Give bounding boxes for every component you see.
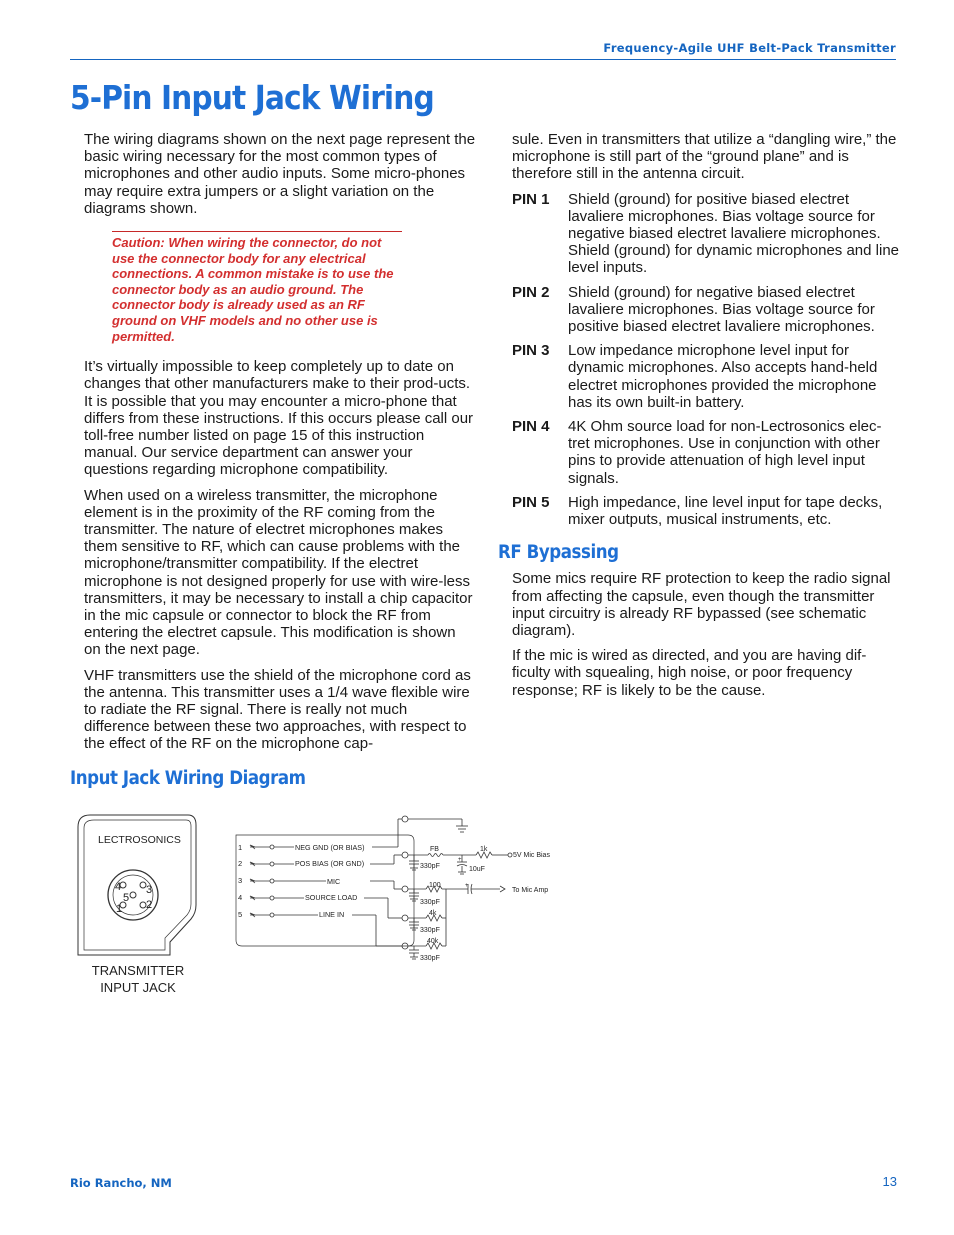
compatibility-paragraph: It’s virtually impossible to keep completely up to date on changes that other manufacturers make to their prod-ucts. It is possible that you may encounter a micro-phone that differs from these instructions. If this occurs please call our toll-free number listed on page 15 of this instruction manual. Our service department can answer your questions regarding microphone compatibility. [84, 358, 474, 479]
pin-number-2: 2 [238, 859, 243, 868]
page-title: 5-Pin Input Jack Wiring [70, 78, 434, 117]
label-1k-resistor: 1k [480, 846, 488, 853]
jack-pin-number: 2 [146, 899, 153, 911]
signal-label-pos-bias: POS BIAS (OR GND) [295, 859, 365, 868]
rf-paragraph-2: If the mic is wired as directed, and you are having dif-ficulty with squealing, high noise, or poor frequency response; RF is likely to be the cause. [512, 647, 867, 699]
running-header: Frequency-Agile UHF Belt-Pack Transmitter [603, 41, 896, 55]
pin-label: PIN 5 [512, 493, 550, 511]
brand-label: LECTROSONICS [98, 834, 181, 846]
pin-number-3: 3 [238, 876, 243, 885]
label-330pf-4: 330pF [420, 955, 440, 962]
jack-pin-number: 4 [115, 881, 122, 893]
pin-label: PIN 2 [512, 283, 550, 301]
label-330pf-2: 330pF [420, 899, 440, 906]
schematic [236, 816, 550, 962]
pin-description: 4K Ohm source load for non-Lectrosonics elec-tret microphones. Use in conjunction with other pins to provide attenuation of high level input signals. [568, 418, 882, 487]
label-10uf: 10uF [469, 866, 485, 873]
page-number: 13 [882, 1174, 897, 1189]
signal-label-mic: MIC [327, 877, 341, 886]
label-330pf-1: 330pF [420, 863, 440, 870]
continued-paragraph: sule. Even in transmitters that utilize a “dangling wire,” the microphone is still part of the “ground plane” and is therefore still in the antenna circuit. [512, 131, 897, 183]
diagram-heading: Input Jack Wiring Diagram [70, 768, 306, 789]
jack-pin-number: 5 [123, 892, 130, 904]
label-100-resistor: 100 [429, 882, 441, 889]
signal-label-line-in: LINE IN [319, 910, 345, 919]
pin-number-5: 5 [238, 910, 243, 919]
pin-label: PIN 3 [512, 342, 550, 360]
rf-bypassing-heading: RF Bypassing [498, 542, 619, 564]
jack-caption-line2: INPUT JACK [100, 980, 176, 995]
jack-pin-number: 1 [116, 903, 123, 915]
rf-paragraph-1: Some mics require RF protection to keep the radio signal from affecting the capsule, even though the transmitter input circuitry is already RF bypassed (see schematic diagram). [512, 570, 891, 640]
footer-location: Rio Rancho, NM [70, 1176, 172, 1190]
label-330pf-3: 330pF [420, 927, 440, 934]
pin-label: PIN 4 [512, 418, 550, 436]
label-ferrite-bead: FB [430, 846, 439, 853]
signal-label-source-load: SOURCE LOAD [305, 893, 358, 902]
caution-note: Caution: When wiring the connector, do not use the connector body for any electrical connections. A common mistake is to use the connector body as an audio ground. The connector body is already used as an RF ground on VHF models and no other use is permitted. [112, 231, 402, 344]
pin-description: Shield (ground) for positive biased electret lavaliere microphones. Bias voltage source for negative biased electret lavaliere microphones. Shield (ground) for dynamic microphones and line level inputs. [568, 190, 900, 277]
pin-description: High impedance, line level input for tape decks, mixer outputs, musical instruments, etc. [568, 493, 883, 529]
label-plus-2: + [465, 883, 469, 889]
pin-number-1: 1 [238, 843, 243, 852]
pin-label: PIN 1 [512, 190, 550, 208]
label-40k-resistor: 40k [427, 938, 439, 945]
pin-number-4: 4 [238, 893, 243, 902]
rf-proximity-paragraph: When used on a wireless transmitter, the microphone element is in the proximity of the RF coming from the transmitter. The nature of electret microphones makes them sensitive to RF, which can cause problems with the microphone/transmitter compatibility. If the electret microphone is not designed properly for use with wire-less transmitters, it may be necessary to install a chip capacitor in the mic capsule or connector to block the RF from entering the electret capsule. This modification is shown on the next page. [84, 486, 473, 659]
intro-paragraph: The wiring diagrams shown on the next page represent the basic wiring necessary for the most common types of microphones and other audio inputs. Some micro-phones may require extra jumpers or a slight variation on the diagrams shown. [84, 131, 476, 217]
pin-description: Low impedance microphone level input for dynamic microphones. Also accepts hand-held electret microphones provided the microphone has its own built-in battery. [568, 342, 878, 411]
vhf-antenna-paragraph: VHF transmitters use the shield of the microphone cord as the antenna. This transmitter uses a 1/4 wave flexible wire to radiate the RF signal. There is really not much difference between these two approaches, with respect to the effect of the RF on the microphone cap- [84, 666, 471, 753]
label-plus-1: + [458, 857, 462, 863]
output-label-mic-bias: 5V Mic Bias [513, 852, 550, 859]
jack-pin-number: 3 [146, 884, 153, 896]
jack-caption-line1: TRANSMITTER [91, 963, 185, 978]
output-label-mic-amp: To Mic Amp [512, 887, 549, 894]
pin-description: Shield (ground) for negative biased electret lavaliere microphones. Bias voltage source for positive biased electret lavaliere microphones. [568, 283, 875, 336]
label-4k-resistor: 4k [429, 910, 437, 917]
signal-label-neg-gnd: NEG GND (OR BIAS) [295, 843, 365, 852]
